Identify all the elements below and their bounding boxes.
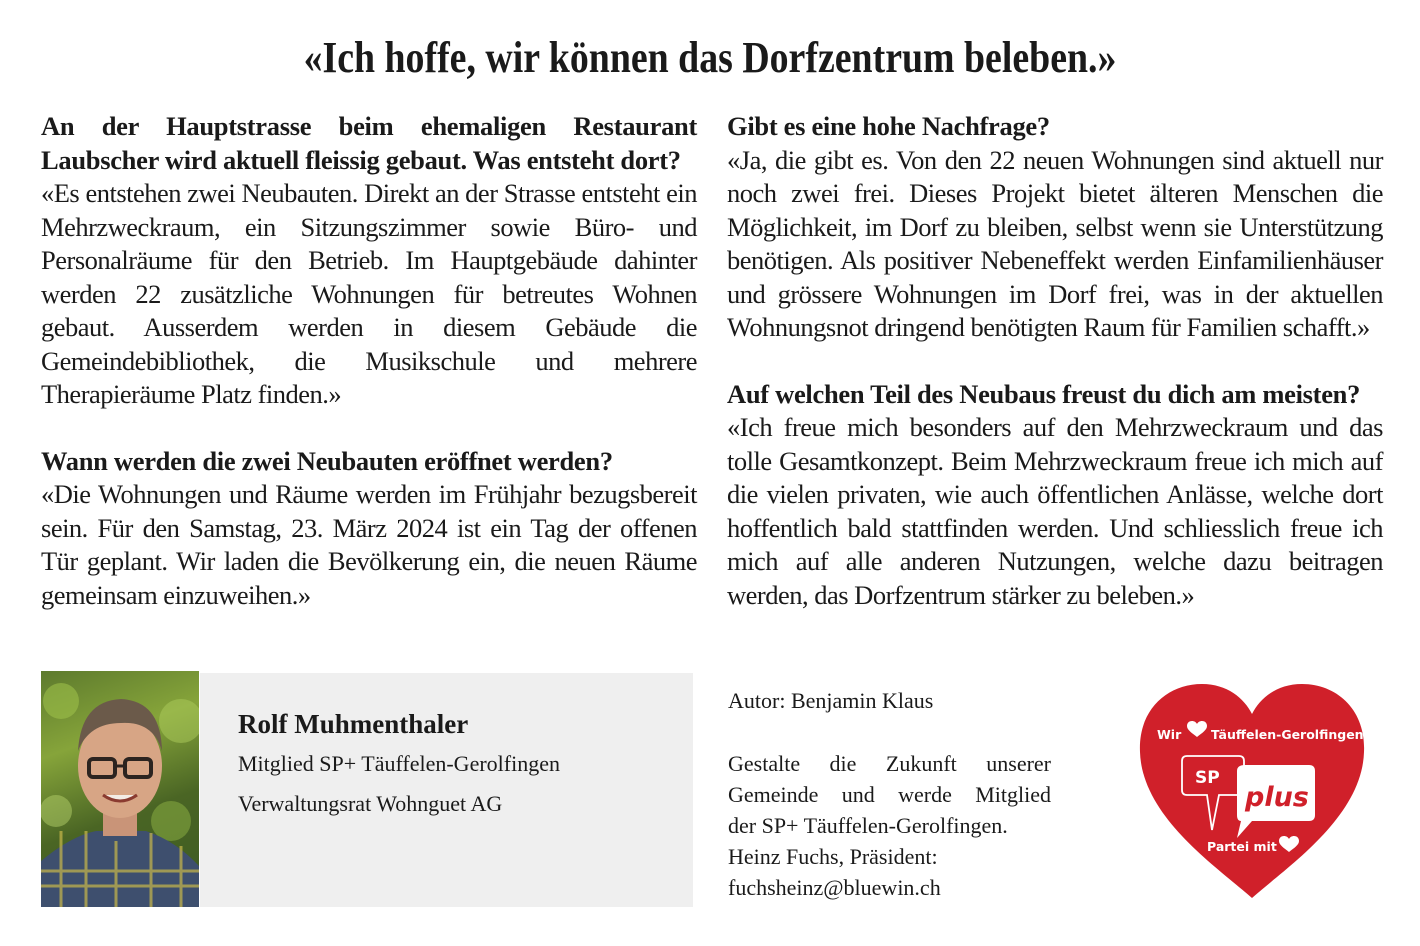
right-column xyxy=(727,110,1383,645)
profile-info xyxy=(200,673,693,907)
logo-place-text: Täuffelen-Gerolfingen xyxy=(1211,727,1364,742)
qa-block xyxy=(727,378,1383,613)
left-column xyxy=(41,110,697,645)
answer: «Es entstehen zwei Neubauten. Direkt an der Strasse entsteht ein Mehrzweckraum, ein Sitzungszimmer sowie Büro- und Personalräume für den Betrieb. Im Hauptgebäude dahinter werden 22 zusätzliche Wohnungen für betreutes Wohnen gebaut. Ausserdem werden in diesem Gebäude die Gemeindebibliothek, die Musikschule und mehrere Therapieräume Platz finden.» xyxy=(41,178,697,409)
contact-email[interactable]: fuchsheinz@bluewin.ch xyxy=(728,875,941,900)
contact-name: Heinz Fuchs, Präsident: xyxy=(728,844,938,869)
portrait-photo xyxy=(41,671,199,907)
profile-role: Verwaltungsrat Wohnguet AG xyxy=(238,791,503,816)
logo-wir-text: Wir xyxy=(1157,727,1182,742)
logo-partei-text: Partei mit xyxy=(1207,839,1277,854)
sp-plus-logo xyxy=(1137,682,1367,900)
article-headline: «Ich hoffe, wir können das Dorfzentrum beleben.» xyxy=(303,33,1117,82)
qa-block xyxy=(41,110,697,412)
answer: «Ja, die gibt es. Von den 22 neuen Wohnungen sind aktuell nur noch zwei frei. Dieses Projekt bietet älteren Menschen die Möglichkeit, im Dorf zu bleiben, selbst wenn sie Unterstützung benötigen. Als positiver Nebeneffekt werden Einfamilienhäuser und grössere Wohnungen im Dorf frei, was in der aktuellen Wohnungsnot dringend benötigten Raum für Familien schafft.» xyxy=(727,144,1383,342)
author-credit: Autor: Benjamin Klaus xyxy=(728,688,934,713)
profile-role: Mitglied SP+ Täuffelen-Gerolfingen xyxy=(238,751,560,776)
membership-call-to-action xyxy=(728,748,1051,903)
qa-block xyxy=(41,445,697,613)
profile-name: Rolf Muhmenthaler xyxy=(238,709,469,739)
answer: «Die Wohnungen und Räume werden im Frühjahr bezugsbereit sein. Für den Samstag, 23. März 2024 ist ein Tag der offenen Tür geplant. Wir laden die Bevölkerung ein, die neuen Räume gemeinsam einzuweihen.» xyxy=(41,479,697,610)
question: An der Hauptstrasse beim ehemaligen Restaurant Laubscher wird aktuell fleissig gebaut. Was entsteht dort? xyxy=(41,111,697,175)
cta-line: der SP+ Täuffelen-Gerolfingen. xyxy=(728,813,1008,838)
question: Wann werden die zwei Neubauten eröffnet werden? xyxy=(41,445,613,476)
logo-plus-text: plus xyxy=(1245,782,1309,813)
cta-line: Gemeinde und werde Mitglied xyxy=(728,782,1051,807)
question: Auf welchen Teil des Neubaus freust du dich am meisten? xyxy=(727,378,1361,409)
profile-card xyxy=(41,671,693,907)
cta-line: Gestalte die Zukunft unserer xyxy=(728,751,1051,776)
logo-sp-text: SP xyxy=(1195,768,1220,788)
question: Gibt es eine hohe Nachfrage? xyxy=(727,111,1050,141)
answer: «Ich freue mich besonders auf den Mehrzweckraum und das tolle Gesamtkonzept. Beim Mehrzweckraum freue ich mich auf die vielen privaten, wie auch öffentlichen Anlässe, welche dort hoffentlich bald stattfinden werden. Und schliesslich freue ich mich auf alle anderen Nutzungen, welche dazu beitragen werden, das Dorfzentrum stärker zu beleben.» xyxy=(727,412,1383,610)
qa-block xyxy=(727,110,1383,345)
portrait-illustration-icon xyxy=(41,671,199,907)
